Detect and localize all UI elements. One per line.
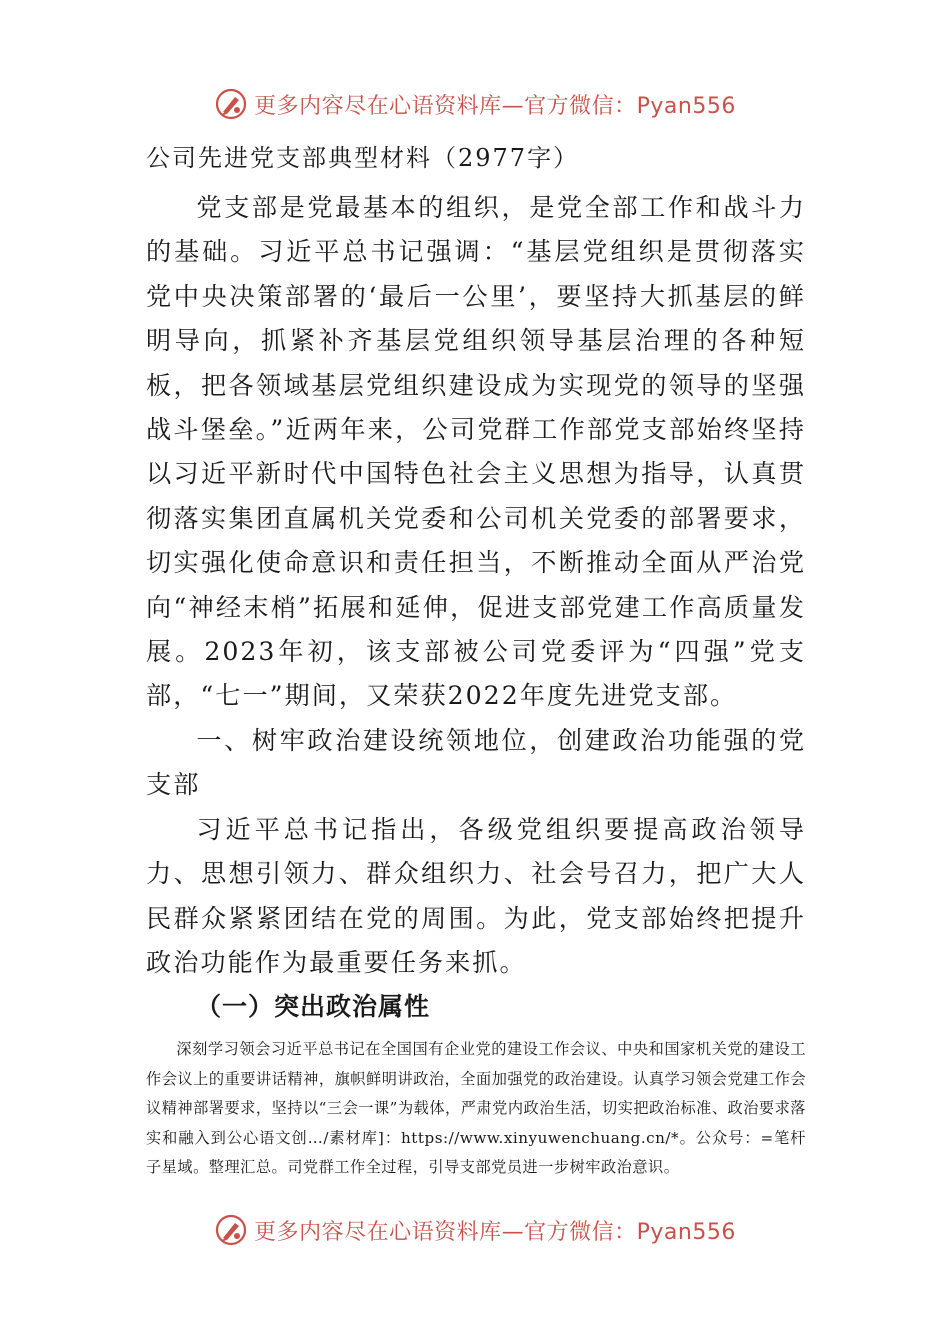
pen-seal-icon (214, 1213, 248, 1247)
section-paragraph: 习近平总书记指出，各级党组织要提高政治领导力、思想引领力、群众组织力、社会号召力，把广大人民群众紧紧团结在党的周围。为此，党支部始终把提升政治功能作为最重要任务来抓。 (146, 814, 806, 977)
document-title: 公司先进党支部典型材料（2977字） (146, 144, 580, 172)
subsection-paragraph: 深刻学习领会习近平总书记在全国国有企业党的建设工作会议、中央和国家机关党的建设工作会议上的重要讲话精神，旗帜鲜明讲政治，全面加强党的政治建设。认真学习领会党建工作会议精神部署要求，坚持以“三会一课”为载体，严肃党内政治生活，切实把政治标准、政治要求落实和融入到公心语文创…/素材库]：https://www.xinyuwenchuang.cn/*。公众号：=笔杆子星域。整理汇总。司党群工作全过程，引导支部党员进一步树牢政治意识。 (146, 1040, 806, 1177)
pen-seal-icon (214, 87, 248, 121)
footer-banner-text: 更多内容尽在心语资料库—官方微信：Pyan556 (254, 1219, 736, 1245)
document-body (146, 140, 806, 1183)
header-watermark-banner (0, 84, 950, 124)
footer-watermark-banner (0, 1210, 950, 1250)
subsection-heading: （一）突出政治属性 (196, 992, 431, 1022)
intro-paragraph: 党支部是党最基本的组织，是党全部工作和战斗力的基础。习近平总书记强调：“基层党组织是贯彻落实党中央决策部署的‘最后一公里’，要坚持大抓基层的鲜明导向，抓紧补齐基层党组织领导基层治理的各种短板，把各领域基层党组织建设成为实现党的领导的坚强战斗堡垒。”近两年来，公司党群工作部党支部始终坚持以习近平新时代中国特色社会主义思想为指导，认真贯彻落实集团直属机关党委和公司机关党委的部署要求，切实强化使命意识和责任担当，不断推动全面从严治党向“神经末梢”拓展和延伸，促进支部党建工作高质量发展。2023年初，该支部被公司党委评为“四强”党支部，“七一”期间，又荣获2022年度先进党支部。 (146, 193, 806, 711)
section-heading: 一、树牢政治建设统领地位，创建政治功能强的党支部 (146, 725, 806, 800)
header-banner-text: 更多内容尽在心语资料库—官方微信：Pyan556 (254, 93, 736, 119)
